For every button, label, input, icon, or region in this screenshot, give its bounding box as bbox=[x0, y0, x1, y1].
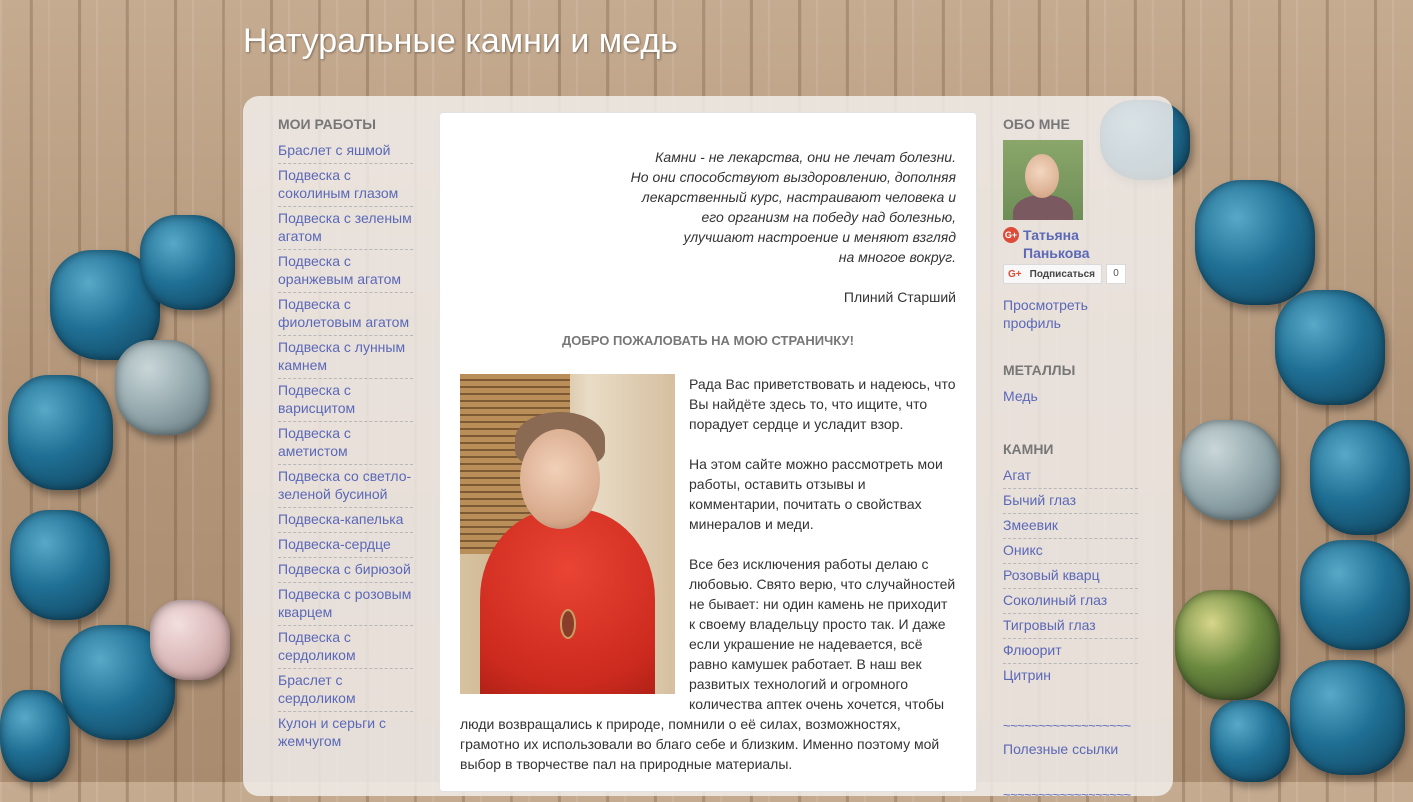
stone-image bbox=[115, 340, 210, 435]
profile-name-row bbox=[1003, 226, 1138, 262]
avatar-face bbox=[1025, 154, 1059, 198]
link-stone[interactable]: Бычий глаз bbox=[1003, 492, 1077, 508]
list-item bbox=[278, 294, 413, 336]
quote-line: лекарственный курс, настраивают человека и bbox=[641, 189, 956, 205]
list-item bbox=[278, 584, 413, 626]
stone-image bbox=[1195, 180, 1315, 305]
link-work[interactable]: Подвеска с аметистом bbox=[278, 425, 351, 459]
widget-title-about: ОБО МНЕ bbox=[1003, 116, 1070, 132]
profile-avatar[interactable] bbox=[1003, 140, 1083, 220]
link-work[interactable]: Подвеска с лунным камнем bbox=[278, 339, 406, 373]
stone-image bbox=[140, 215, 235, 310]
stone-image bbox=[1290, 660, 1405, 775]
widget-title-stones: КАМНИ bbox=[1003, 441, 1054, 457]
quote-line: улучшают настроение и меняют взгляд bbox=[683, 229, 956, 245]
link-work[interactable]: Подвеска с фиолетовым агатом bbox=[278, 296, 410, 330]
stone-image bbox=[1300, 540, 1410, 650]
list-item bbox=[278, 627, 413, 669]
widget-title-metals: МЕТАЛЛЫ bbox=[1003, 362, 1076, 378]
list-item bbox=[278, 713, 413, 754]
stones-list bbox=[1003, 465, 1138, 688]
blog-title[interactable]: Натуральные камни и медь bbox=[243, 22, 678, 60]
about-widget bbox=[1003, 116, 1138, 332]
my-works-widget bbox=[278, 116, 413, 754]
link-stone[interactable]: Тигровый глаз bbox=[1003, 617, 1096, 633]
link-stone[interactable]: Агат bbox=[1003, 467, 1032, 483]
link-work[interactable]: Подвеска со светло-зеленой бусиной bbox=[278, 468, 412, 502]
list-item bbox=[278, 559, 413, 583]
sidebar-left bbox=[278, 116, 413, 782]
list-item bbox=[278, 208, 413, 250]
stone-image bbox=[8, 375, 113, 490]
list-item bbox=[1003, 590, 1138, 614]
list-item bbox=[278, 670, 413, 712]
my-works-list bbox=[278, 140, 413, 754]
sidebar-right bbox=[1003, 116, 1138, 802]
tilde-divider: ~~~~~~~~~~~~~~~~~~ bbox=[1003, 787, 1131, 802]
tilde-divider: ~~~~~~~~~~~~~~~~~~ bbox=[1003, 718, 1131, 733]
view-profile-link[interactable]: Просмотреть профиль bbox=[1003, 297, 1088, 331]
stone-image bbox=[1310, 420, 1410, 535]
photo-sweater bbox=[480, 509, 655, 694]
post-paragraph: Рада Вас приветствовать и надеюсь, что Вы найдёте здесь то, что ищите, что порадует сердце и усладит взор. bbox=[689, 376, 956, 432]
stone-image bbox=[1175, 590, 1280, 700]
link-work[interactable]: Подвеска с варисцитом bbox=[278, 382, 356, 416]
list-item bbox=[278, 337, 413, 379]
list-item bbox=[1003, 386, 1138, 409]
list-item bbox=[1003, 540, 1138, 564]
list-item bbox=[278, 165, 413, 207]
list-item bbox=[278, 423, 413, 465]
author-photo[interactable] bbox=[460, 374, 675, 694]
link-stone[interactable]: Флюорит bbox=[1003, 642, 1062, 658]
post-paragraph: На этом сайте можно рассмотреть мои работы, оставить отзывы и комментарии, почитать о свойствах минералов и меди. bbox=[689, 456, 943, 532]
photo-face bbox=[520, 429, 600, 529]
stone-image bbox=[1210, 700, 1290, 782]
link-work[interactable]: Браслет с яшмой bbox=[278, 142, 391, 158]
list-item bbox=[278, 140, 413, 164]
stone-image bbox=[150, 600, 230, 680]
link-work[interactable]: Подвеска с бирюзой bbox=[278, 561, 411, 577]
list-item bbox=[1003, 515, 1138, 539]
quote-author: Плиний Старший bbox=[843, 289, 956, 305]
widget-title-my-works: МОИ РАБОТЫ bbox=[278, 116, 376, 132]
list-item bbox=[278, 534, 413, 558]
link-work[interactable]: Подвеска-капелька bbox=[278, 511, 404, 527]
link-metal[interactable]: Медь bbox=[1003, 388, 1038, 404]
link-work[interactable]: Кулон и серьги с жемчугом bbox=[278, 715, 386, 749]
link-work[interactable]: Подвеска с розовым кварцем bbox=[278, 586, 412, 620]
list-item bbox=[278, 466, 413, 508]
list-item bbox=[1003, 465, 1138, 489]
follow-count: 0 bbox=[1106, 264, 1126, 284]
link-stone[interactable]: Розовый кварц bbox=[1003, 567, 1100, 583]
link-work[interactable]: Подвеска с зеленым агатом bbox=[278, 210, 412, 244]
link-stone[interactable]: Цитрин bbox=[1003, 667, 1051, 683]
stone-image bbox=[0, 690, 70, 782]
stone-image bbox=[1180, 420, 1280, 520]
stone-image bbox=[1275, 290, 1385, 405]
list-item bbox=[278, 251, 413, 293]
list-item bbox=[1003, 615, 1138, 639]
link-work[interactable]: Подвеска-сердце bbox=[278, 536, 391, 552]
post-paragraph: Все без исключения работы делаю с любовью. Свято верю, что случайностей не бывает: ни один камень не приходит к своему владельцу просто так. И даже если украшение не надевается, всё равно камушек работает. В наш век развитых технологий и огромного количества аптек очень хочется, чтобы люди возвращались к природе, помнили о её силах, возможностях, грамотно их использовали во благо себе и близким. Именно поэтому мой выбор в творчестве пал на природные материалы. bbox=[460, 556, 956, 772]
photo-pendant bbox=[560, 609, 576, 639]
stones-widget bbox=[1003, 441, 1138, 688]
list-item bbox=[1003, 665, 1138, 688]
link-work[interactable]: Подвеска с сердоликом bbox=[278, 629, 356, 663]
main-post bbox=[439, 112, 977, 792]
list-item bbox=[1003, 490, 1138, 514]
stone-image bbox=[10, 510, 110, 620]
useful-links-link[interactable]: Полезные ссылки bbox=[1003, 741, 1119, 757]
welcome-heading: ДОБРО ПОЖАЛОВАТЬ НА МОЮ СТРАНИЧКУ! bbox=[562, 333, 854, 348]
quote-line: Но они способствуют выздоровлению, дополняя bbox=[630, 169, 956, 185]
link-work[interactable]: Подвеска с соколиным глазом bbox=[278, 167, 399, 201]
quote-line: Камни - не лекарства, они не лечат болезни. bbox=[655, 149, 956, 165]
link-stone[interactable]: Соколиный глаз bbox=[1003, 592, 1108, 608]
avatar-body bbox=[1013, 195, 1073, 220]
google-plus-icon: G+ bbox=[1003, 227, 1019, 243]
quote-line: его организм на победу над болезнью, bbox=[701, 209, 956, 225]
link-stone[interactable]: Змеевик bbox=[1003, 517, 1059, 533]
follow-row bbox=[1003, 264, 1138, 284]
quote-line: на многое вокруг. bbox=[838, 249, 956, 265]
list-item bbox=[1003, 565, 1138, 589]
metals-list bbox=[1003, 386, 1138, 409]
list-item bbox=[278, 380, 413, 422]
list-item bbox=[1003, 640, 1138, 664]
link-work[interactable]: Подвеска с оранжевым агатом bbox=[278, 253, 401, 287]
profile-name-link[interactable]: Татьяна Панькова bbox=[1023, 227, 1090, 261]
follow-button[interactable] bbox=[1003, 264, 1102, 284]
quote bbox=[460, 147, 956, 267]
link-stone[interactable]: Оникс bbox=[1003, 542, 1043, 558]
link-work[interactable]: Браслет с сердоликом bbox=[278, 672, 356, 706]
list-item bbox=[278, 509, 413, 533]
metals-widget bbox=[1003, 362, 1138, 409]
google-plus-icon: G+ bbox=[1008, 268, 1022, 280]
follow-label: Подписаться bbox=[1029, 268, 1096, 280]
